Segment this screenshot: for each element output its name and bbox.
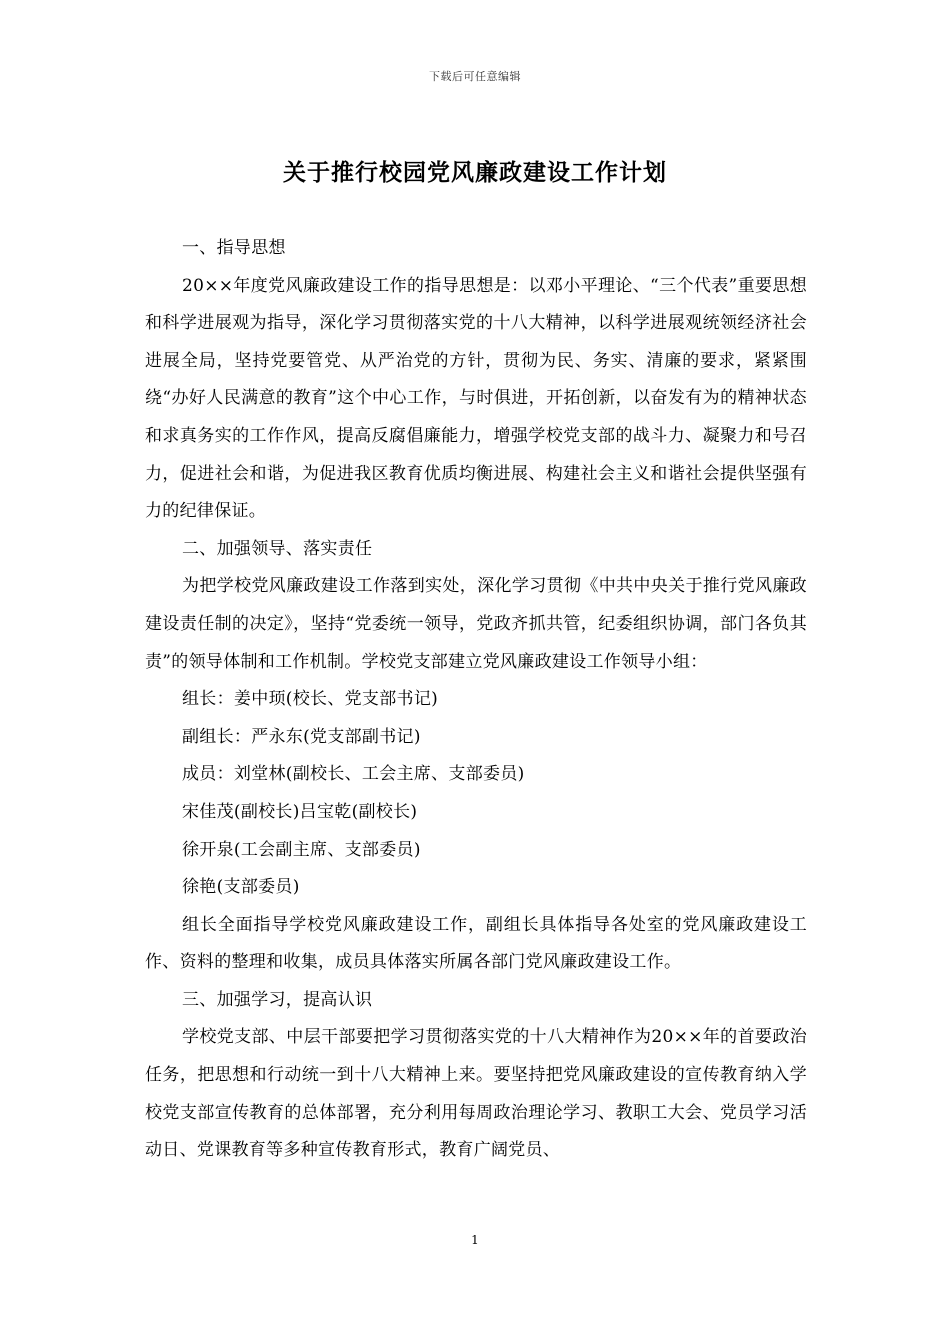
member-line-4: 徐艳(支部委员) xyxy=(182,877,300,898)
member-leader: 组长：姜中顼(校长、党支部书记) xyxy=(182,689,439,710)
member-line-2: 宋佳茂(副校长)吕宝乾(副校长) xyxy=(182,801,418,822)
paragraph-leadership: 为把学校党风廉政建设工作落到实处，深化学习贯彻《中共中央关于推行党风廉政建设责任制的决定》，坚持“党委统一领导，党政齐抓共管，纪委组织协调，部门各负其责”的领导体制和工作机制。学校党支部建立党风廉政建设工作领导小组： xyxy=(145,576,807,672)
document-body xyxy=(145,230,807,1170)
paragraph-study: 学校党支部、中层干部要把学习贯彻落实党的十八大精神作为20××年的首要政治任务，把思想和行动统一到十八大精神上来。要坚持把党风廉政建设的宣传教育纳入学校党支部宣传教育的总体部署，充分利用每周政治理论学习、教职工大会、党员学习活动日、党课教育等多种宣传教育形式，教育广阔党员、 xyxy=(145,1027,807,1161)
member-line-3: 徐开泉(工会副主席、支部委员) xyxy=(182,839,421,860)
member-deputy-leader: 副组长：严永东(党支部副书记) xyxy=(182,726,421,747)
section-heading-leadership: 二、加强领导、落实责任 xyxy=(182,538,373,559)
member-line-1: 成员：刘堂林(副校长、工会主席、支部委员) xyxy=(182,764,525,785)
paragraph-responsibilities: 组长全面指导学校党风廉政建设工作，副组长具体指导各处室的党风廉政建设工作、资料的整理和收集，成员具体落实所属各部门党风廉政建设工作。 xyxy=(145,914,807,973)
document-title: 关于推行校园党风廉政建设工作计划 xyxy=(283,159,667,186)
paragraph-guiding-thought: 20××年度党风廉政建设工作的指导思想是：以邓小平理论、“三个代表”重要思想和科学进展观为指导，深化学习贯彻落实党的十八大精神，以科学进展观统领经济社会进展全局，坚持党要管党、从严治党的方针，贯彻为民、务实、清廉的要求，紧紧围绕“办好人民满意的教育”这个中心工作，与时俱进，开拓创新，以奋发有为的精神状态和求真务实的工作作风，提高反腐倡廉能力，增强学校党支部的战斗力、凝聚力和号召力，促进社会和谐，为促进我区教育优质均衡进展、构建社会主义和谐社会提供坚强有力的纪律保证。 xyxy=(145,275,807,522)
section-heading-study: 三、加强学习，提高认识 xyxy=(182,989,373,1010)
section-heading-guiding-thought: 一、指导思想 xyxy=(182,238,286,258)
page-number: 1 xyxy=(471,1233,479,1247)
header-note: 下载后可任意编辑 xyxy=(429,70,521,83)
